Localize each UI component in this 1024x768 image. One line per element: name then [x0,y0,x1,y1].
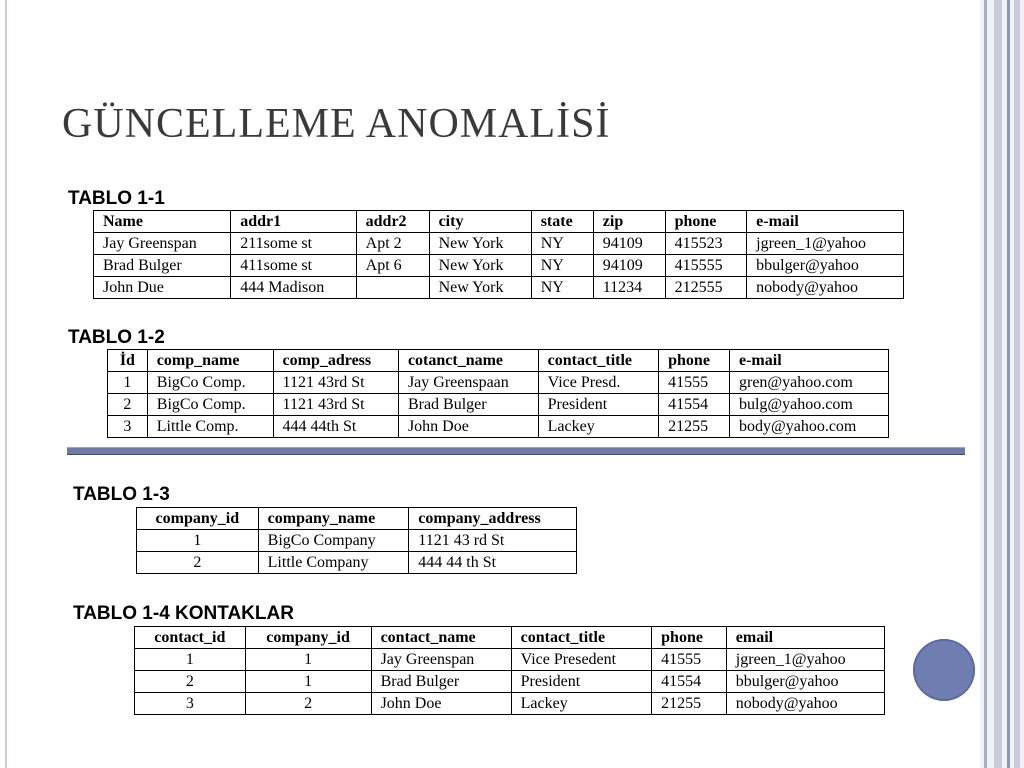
table-row [108,394,889,416]
table-cell: 1 [137,530,259,552]
table-cell: 1121 43rd St [273,372,398,394]
table-cell: nobody@yahoo [747,277,904,299]
column-header: addr2 [356,211,429,233]
table-cell: 3 [108,416,148,438]
left-border-line [5,0,7,768]
table-cell [356,277,429,299]
table-cell: 2 [108,394,148,416]
column-header: company_id [137,508,259,530]
column-header: company_id [245,627,371,649]
table-row [137,552,577,574]
table-cell: 444 44th St [273,416,398,438]
table-cell: John Doe [398,416,538,438]
column-header: contact_title [511,627,652,649]
table-row [108,416,889,438]
column-header: company_name [258,508,409,530]
column-header: Name [94,211,231,233]
column-header: phone [659,350,730,372]
table-cell: 11234 [593,277,665,299]
table-cell: bbulger@yahoo [747,255,904,277]
table-cell: Apt 6 [356,255,429,277]
table-cell: 94109 [593,255,665,277]
table-cell: BigCo Comp. [147,394,273,416]
table-cell: 41555 [659,372,730,394]
table-cell: 2 [137,552,259,574]
table-row [108,372,889,394]
table-row [94,233,904,255]
table-cell: 444 Madison [231,277,356,299]
table-header-row [94,211,904,233]
table-1-1 [93,210,904,299]
table-row [137,530,577,552]
table-1-caption: TABLO 1-1 [68,188,165,209]
table-cell: Apt 2 [356,233,429,255]
table-row [135,671,885,693]
table-header-row [135,627,885,649]
decorative-stripe [1007,0,1010,768]
column-header: contact_title [538,350,659,372]
column-header: contact_id [135,627,246,649]
column-header: phone [652,627,727,649]
table-cell: 41554 [652,671,727,693]
column-header: comp_name [147,350,273,372]
column-header: İd [108,350,148,372]
table-cell: 41555 [652,649,727,671]
table-cell: 1 [135,649,246,671]
table-cell: NY [531,255,593,277]
decorative-stripe [1014,0,1020,768]
table-cell: 1121 43 rd St [409,530,577,552]
table-cell: Lackey [538,416,659,438]
table-cell: Jay Greenspan [371,649,511,671]
table-cell: New York [429,233,531,255]
table-cell: BigCo Comp. [147,372,273,394]
column-header: email [726,627,884,649]
table-row [135,649,885,671]
table-4-caption: TABLO 1-4 KONTAKLAR [73,603,294,624]
table-header-row [108,350,889,372]
table-cell: Lackey [511,693,652,715]
table-cell: Little Comp. [147,416,273,438]
decorative-circle [913,639,975,701]
table-cell: Vice Presedent [511,649,652,671]
table-cell: body@yahoo.com [729,416,888,438]
table-cell: Little Company [258,552,409,574]
column-header: phone [665,211,747,233]
section-divider [67,447,965,455]
table-cell: John Doe [371,693,511,715]
table-cell: 2 [135,671,246,693]
table-cell: gren@yahoo.com [729,372,888,394]
table-cell: bulg@yahoo.com [729,394,888,416]
table-cell: 211some st [231,233,356,255]
table-cell: 415555 [665,255,747,277]
column-header: e-mail [747,211,904,233]
table-3-caption: TABLO 1-3 [73,484,170,505]
table-1-4-kontaklar [134,626,885,715]
table-cell: 21255 [652,693,727,715]
table-1-3 [136,507,577,574]
decorative-stripe [984,0,987,768]
table-cell: jgreen_1@yahoo [726,649,884,671]
table-cell: 94109 [593,233,665,255]
table-cell: 3 [135,693,246,715]
table-cell: 1 [108,372,148,394]
column-header: state [531,211,593,233]
table-cell: New York [429,277,531,299]
table-cell: Brad Bulger [371,671,511,693]
table-cell: NY [531,233,593,255]
table-2-caption: TABLO 1-2 [68,327,165,348]
table-cell: Jay Greenspan [94,233,231,255]
slide-title: GÜNCELLEME ANOMALİSİ [62,101,611,147]
table-cell: Vice Presd. [538,372,659,394]
table-1-2 [107,349,889,438]
column-header: cotanct_name [398,350,538,372]
table-cell: 1121 43rd St [273,394,398,416]
table-cell: Brad Bulger [94,255,231,277]
table-cell: 444 44 th St [409,552,577,574]
table-cell: Brad Bulger [398,394,538,416]
table-cell: 1 [245,649,371,671]
table-row [94,277,904,299]
column-header: contact_name [371,627,511,649]
table-cell: 21255 [659,416,730,438]
table-cell: bbulger@yahoo [726,671,884,693]
column-header: company_address [409,508,577,530]
table-cell: nobody@yahoo [726,693,884,715]
table-row [94,255,904,277]
table-cell: 41554 [659,394,730,416]
table-header-row [137,508,577,530]
column-header: addr1 [231,211,356,233]
table-cell: 411some st [231,255,356,277]
table-cell: 2 [245,693,371,715]
table-row [135,693,885,715]
table-cell: 415523 [665,233,747,255]
table-cell: Jay Greenspaan [398,372,538,394]
table-cell: New York [429,255,531,277]
table-cell: NY [531,277,593,299]
table-cell: 212555 [665,277,747,299]
table-cell: jgreen_1@yahoo [747,233,904,255]
column-header: city [429,211,531,233]
column-header: zip [593,211,665,233]
table-cell: 1 [245,671,371,693]
column-header: comp_adress [273,350,398,372]
table-cell: President [538,394,659,416]
table-cell: John Due [94,277,231,299]
column-header: e-mail [729,350,888,372]
table-cell: BigCo Company [258,530,409,552]
table-cell: President [511,671,652,693]
decorative-stripe [994,0,1002,768]
